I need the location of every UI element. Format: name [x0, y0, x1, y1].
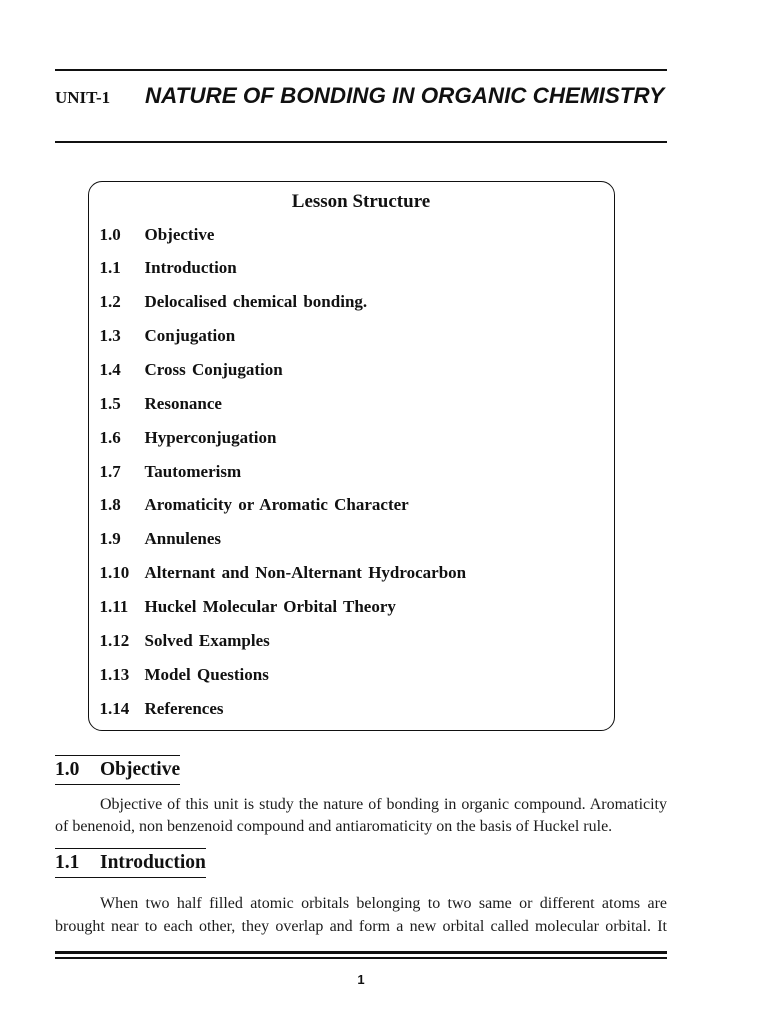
lesson-item — [100, 285, 600, 319]
lesson-item-number: 1.12 — [99, 630, 130, 650]
lesson-item — [100, 624, 600, 658]
lesson-item — [100, 658, 600, 692]
lesson-item-label: Tautomerism — [144, 461, 242, 481]
lesson-item-number: 1.10 — [99, 563, 130, 583]
lesson-item-label: Alternant and Non-Alternant Hydrocarbon — [144, 563, 467, 583]
lesson-item-label: Cross Conjugation — [144, 359, 283, 379]
lesson-item — [100, 251, 600, 285]
section-number: 1.1 — [55, 852, 80, 873]
section-title: Objective — [100, 759, 181, 780]
lesson-item-number: 1.2 — [99, 292, 121, 312]
footer-thin-rule — [55, 957, 667, 959]
lesson-structure-title: Lesson Structure — [291, 190, 431, 212]
lesson-item-number: 1.5 — [99, 393, 121, 413]
lesson-item-number: 1.3 — [99, 326, 121, 346]
paragraph-line: brought near to each other, they overlap and form a new orbital called molecular orbital. It — [55, 917, 667, 935]
footer-thick-rule — [55, 951, 667, 954]
lesson-item-number: 1.4 — [99, 359, 121, 379]
lesson-item-number: 1.1 — [99, 258, 121, 278]
header-top-rule — [55, 69, 667, 71]
lesson-structure-list — [100, 218, 600, 726]
lesson-item — [100, 218, 600, 252]
page-number: 1 — [357, 972, 365, 987]
section-number: 1.0 — [55, 759, 80, 780]
lesson-item — [100, 387, 600, 421]
lesson-item — [100, 319, 600, 353]
section-title: Introduction — [100, 852, 206, 873]
section-paragraph — [55, 892, 667, 938]
lesson-item-number: 1.11 — [99, 596, 129, 616]
lesson-item-label: Hyperconjugation — [144, 427, 277, 447]
lesson-item-label: Huckel Molecular Orbital Theory — [144, 596, 396, 616]
lesson-item-label: Aromaticity or Aromatic Character — [144, 495, 409, 515]
lesson-item — [100, 421, 600, 455]
lesson-item-label: Introduction — [144, 258, 237, 278]
lesson-item-number: 1.8 — [99, 495, 121, 515]
lesson-item-number: 1.6 — [99, 427, 121, 447]
header-bottom-rule — [55, 141, 667, 143]
paragraph-line: Objective of this unit is study the nature of bonding in organic compound. Aromaticity — [100, 796, 667, 813]
section-paragraph — [55, 794, 667, 838]
lesson-item — [100, 692, 600, 726]
lesson-structure-box — [88, 181, 615, 731]
lesson-item — [100, 455, 600, 489]
lesson-item — [100, 353, 600, 387]
section-introduction — [55, 848, 667, 935]
paragraph-line: When two half filled atomic orbitals belonging to two same or different atoms are — [100, 894, 667, 912]
lesson-item-number: 1.0 — [99, 224, 121, 244]
section-heading — [55, 848, 206, 878]
lesson-item-label: Delocalised chemical bonding. — [144, 292, 368, 312]
section-heading — [55, 755, 180, 785]
lesson-item-number: 1.7 — [99, 461, 121, 481]
lesson-item-label: Resonance — [144, 393, 222, 413]
unit-title: NATURE OF BONDING IN ORGANIC CHEMISTRY — [145, 83, 665, 108]
lesson-item — [100, 590, 600, 624]
lesson-item-label: Solved Examples — [144, 630, 270, 650]
lesson-item — [100, 488, 600, 522]
lesson-item-number: 1.9 — [99, 529, 121, 549]
lesson-item-number: 1.13 — [99, 664, 130, 684]
lesson-item-label: References — [144, 698, 224, 718]
lesson-item-label: Annulenes — [144, 529, 222, 549]
section-objective — [55, 755, 667, 835]
unit-header — [55, 83, 667, 111]
lesson-item-number: 1.14 — [99, 698, 130, 718]
lesson-item — [100, 522, 600, 556]
lesson-item-label: Objective — [144, 224, 215, 244]
paragraph-line: of benenoid, non benzenoid compound and antiaromaticity on the basis of Huckel rule. — [55, 818, 613, 835]
lesson-item-label: Model Questions — [144, 664, 269, 684]
unit-label: UNIT-1 — [55, 88, 111, 107]
lesson-item — [100, 556, 600, 590]
lesson-item-label: Conjugation — [144, 326, 236, 346]
